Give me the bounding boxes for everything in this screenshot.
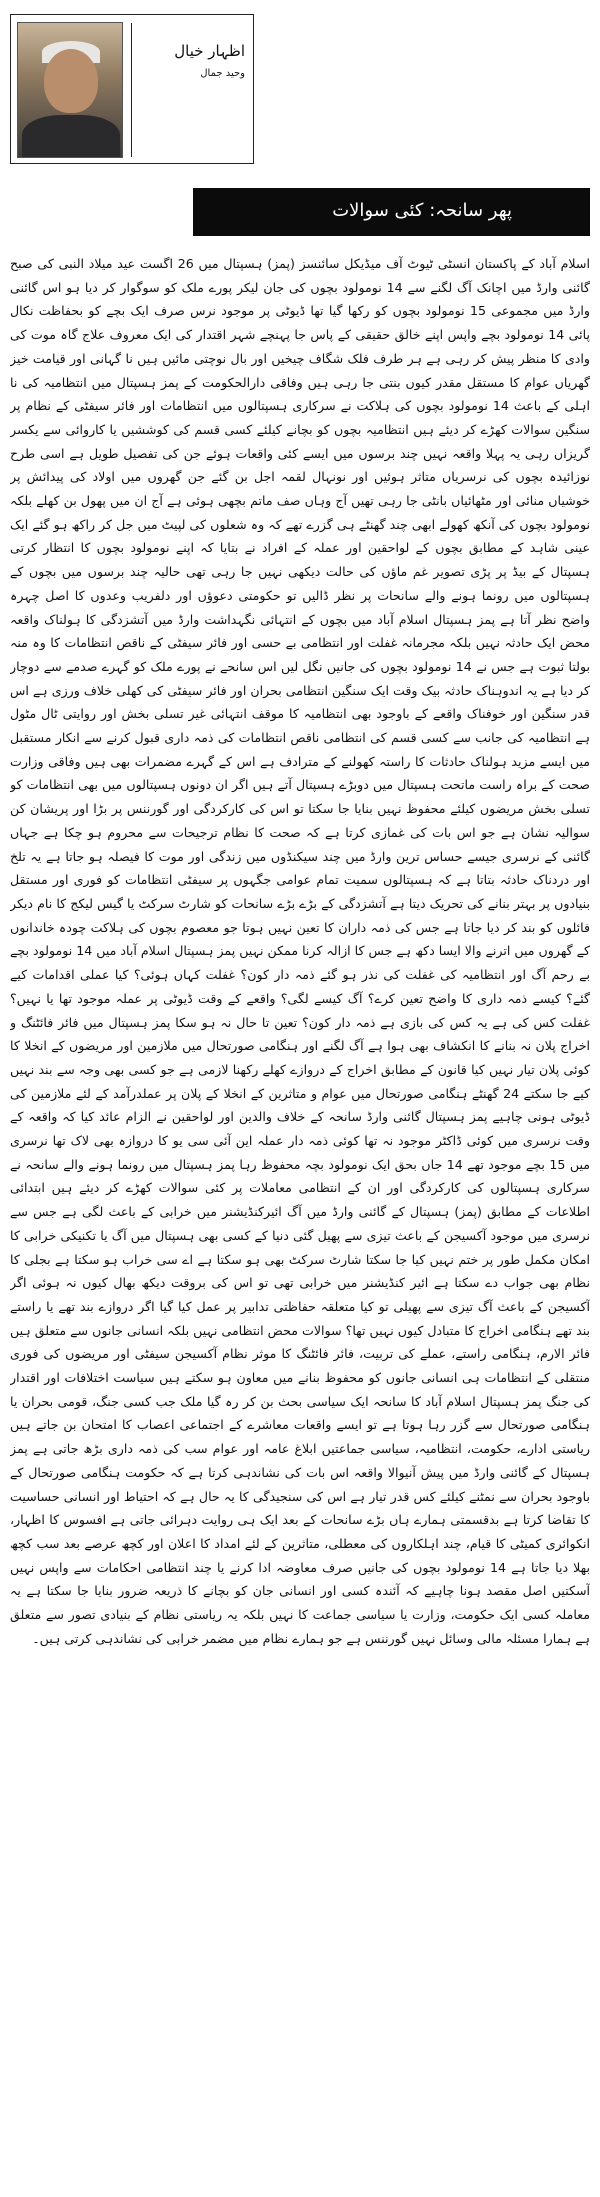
article-body <box>10 252 590 2182</box>
header-divider <box>131 23 132 157</box>
author-name: وحید جمال <box>200 68 245 79</box>
column-header <box>10 14 254 164</box>
article-text: اسلام آباد کے پاکستان انسٹی ٹیوٹ آف میڈیکل سائنسز (پمز) ہسپتال میں 26 اگست عید میلاد النبی کی صبح گائنی وارڈ میں اچانک آگ لگنے سے 14 نومولود بچوں کی جان لیکر پورے ملک کو سوگوار کر دیا ہو اس گائنی وارڈ میں مجموعی 15 نومولود بچوں کو رکھا گیا تھا ڈیوٹی پر موجود نرس صرف ایک بچے کو بحفاظت نکال پائی 14 نومولود بچے واپس اپنے خالق حقیقی کے پاس جا پہنچے شہر اقتدار کی ایک معروف علاج گاہ موت کی وادی کا منظر پیش کر رہی ہے ہر طرف فلک شگاف چیخیں اور بال نوچتی مائیں ہیں نا گہانی اور قیامت خیز گھریاں عوام کا مستقل مقدر کیوں بنتی جا رہی ہیں وفاقی دارالحکومت کے پمز ہسپتال میں انتظامیہ کی نا اہلی کے باعث 14 نومولود بچوں کی ہلاکت نے سرکاری ہسپتالوں میں انتظامات اور فائر سیفٹی کے نظام پر سنگین سوالات کھڑے کر دیئے ہیں انتظامیہ بچوں کو بچانے کیلئے کسی قسم کی کوششیں یا کاروائی سے یکسر گریزاں رہی یہ پہلا واقعہ نہیں چند برسوں میں ایسے کئی واقعات ہوئے جن کی تفصیل طویل ہے اسی طرح نوزائیدہ بچوں کی نرسریاں متاثر ہوئیں اور نونہال لقمہ اجل بن گئے جن گھروں میں اولاد کی پیدائش پر خوشیاں منائی اور مٹھائیاں بانٹی جا رہی تھیں آج وہاں صف ماتم بچھی ہوئی ہے آج ان میں پھول بن کھلے بلکہ نومولود بچوں کی آنکھ کھولے ابھی چند گھنٹے ہی گزرے تھے کہ وہ شعلوں کی لپیٹ میں جل کر راکھ ہو گئے ایک عینی شاہد کے مطابق بچوں کے لواحقین اور عملہ کے افراد نے بتایا کہ اپنے نومولود بچوں کا انتظار کرتی ہسپتال کے بیڈ پر پڑی تصویر غم ماؤں کی حالت دیکھی نہیں جا رہی تھی حالیہ چند برسوں میں بچوں کے ہسپتالوں میں رونما ہونے والے سانحات پر نظر ڈالیں تو حکومتی دعوؤں اور دلفریب وعدوں کا اصل چہرہ واضح نظر آتا ہے پمز ہسپتال اسلام آباد میں بچوں کے انتہائی نگہداشت وارڈ میں آتشزدگی کا ہولناک واقعہ محض ایک حادثہ نہیں بلکہ مجرمانہ غفلت اور انتظامی بے حسی اور فائر سیفٹی کے ناقص انتظامات کا وہ منہ بولتا ثبوت ہے جس نے 14 نومولود بچوں کی جانیں نگل لیں اس سانحے نے پورے ملک کو گہرے صدمے سے دوچار کر دیا ہے یہ اندوہناک حادثہ بیک وقت ایک سنگین انتظامی بحران اور فائر سیفٹی کی کھلی خلاف ورزی ہے اس قدر سنگین اور خوفناک واقعے کے باوجود بھی انتظامیہ کا موقف انتہائی غیر تسلی بخش اور روایتی ٹال مٹول ہے انتظامیہ کی جانب سے کسی قسم کی انتظامی ناقص انتظامات کی ذمہ داری قبول کرنے سے انکار مستقبل میں ایسے مزید ہولناک حادثات کا راستہ کھولنے کے مترادف ہے اس کے گہرے مضمرات بھی ہیں وفاقی وزارت صحت کے براہ راست ماتحت ہسپتال میں دوبڑے ہسپتال آتے ہیں اگر ان دونوں ہسپتالوں میں بھی انتظامات کو تسلی بخش مریضوں کیلئے محفوظ نہیں بنایا جا سکتا تو اس کی کارکردگی اور گورننس پر بڑا اور پریشان کن سوالیہ نشان ہے جو اس بات کی غمازی کرتا ہے کہ صحت کا نظام ترجیحات سے محروم ہو چکا ہے جہاں گائنی کے نرسری جیسے حساس ترین وارڈ میں چند سیکنڈوں میں زندگی اور موت کا فیصلہ ہو جاتا ہے یہ تلخ اور دردناک حادثہ بتاتا ہے کہ ہسپتالوں سمیت تمام عوامی جگہوں پر سیفٹی انتظامات کو فوری اور مستقل بنیادوں پر بہتر بنانے کی تحریک دیتا ہے آتشزدگی کے بڑے بڑے سانحات کو شارٹ سرکٹ یا گیس لیکج کا نام دیکر فائلوں کو بند کر دیا جاتا ہے جس کی ذمہ داران کا تعین نہیں ہوتا جو معصوم بچوں کی ہلاکت چودہ خاندانوں کے گھروں میں اترنے والا ایسا دکھ ہے جس کا ازالہ کرنا ممکن نہیں پمز ہسپتال اسلام آباد میں 14 نومولود بچے بے رحم آگ اور انتظامیہ کی غفلت کی نذر ہو گئے ذمہ دار کون؟ غفلت کہاں ہوئی؟ کیا عملی اقدامات کیے گئے؟ کیسے ذمہ داری کا واضح تعین کرے؟ آگ کیسے لگی؟ واقعے کے وقت ڈیوٹی پر عملہ موجود تھا یا نہیں؟ غفلت کس کی ہے یہ کس کی بازی ہے ذمہ دار کون؟ تعین تا حال نہ ہو سکا پمز ہسپتال میں فائر فائٹنگ و اخراج پلان نہ بنانے کا انکشاف بھی ہوا ہے آگ لگنے اور ہنگامی صورتحال میں ملازمین اور مریضوں کے انخلا کا کوئی پلان تیار نہیں کیا قانون کے مطابق اخراج کے دروازے کھلے رکھنا لازمی ہے جو کسی بھی وجہ سے بند نہیں کیے جا سکتے 24 گھنٹے ہنگامی صورتحال میں عوام و متاثرین کے انخلا کے پلان پر عملدرآمد کے لئے ملازمین کی ڈیوٹی ہونی چاہیے پمز ہسپتال گائنی وارڈ سانحہ کے خلاف والدین اور لواحقین نے الزام عائد کیا کہ واقعہ کے وقت نرسری میں کوئی ڈاکٹر موجود نہ تھا کوئی ذمہ دار عملہ این آئی سی یو کا دروازہ بھی لاک تھا نرسری میں 15 بچے موجود تھے 14 جاں بحق ایک نومولود بچہ محفوظ رہا پمز ہسپتال میں رونما ہونے والے سانحہ نے سرکاری ہسپتالوں کی کارکردگی اور ان کے انتظامی معاملات پر کئی سوالات کھڑے کر دیئے ہیں ابتدائی اطلاعات کے مطابق (پمز) ہسپتال کے گائنی وارڈ میں آگ ائیرکنڈیشنر میں خرابی کے باعث لگی ہے جس سے نرسری میں موجود آکسیجن کے باعث تیزی سے پھیل گئی دنیا کے کسی بھی ہسپتال میں آگ یا تکنیکی خرابی کا امکان مکمل طور پر ختم نہیں کیا جا سکتا شارٹ سرکٹ بھی ہو سکتا ہے اے سی خراب ہو سکتا ہے بجلی کا نظام بھی جواب دے سکتا ہے ائیر کنڈیشنر میں خرابی تھی تو اس کی بروقت دیکھ بھال کیوں نہ ہوئی اگر آکسیجن کے باعث آگ تیزی سے پھیلی تو کیا متعلقہ حفاظتی تدابیر پر عمل کیا گیا اگر دروازے بند تھے یا راستے بند تھے ہنگامی اخراج کا متبادل کیوں نہیں تھا؟ سوالات محض انتظامی نہیں بلکہ انسانی جانوں سے متعلق ہیں فائر الارم، ہنگامی راستے، عملے کی تربیت، فائر فائٹنگ کا موثر نظام آکسیجن سیفٹی اور مریضوں کی فوری منتقلی کے انتظامات ہی انسانی جانوں کو محفوظ بنانے میں معاون ہو سکتے ہیں سیاست اختلافات اور اقتدار کی جنگ پمز ہسپتال اسلام آباد کا سانحہ ایک سیاسی بحث بن کر رہ گیا ملک جب کسی جنگ، قومی بحران یا ہنگامی صورتحال سے گزر رہا ہوتا ہے تو ایسے واقعات معاشرے کے اجتماعی اعصاب کا امتحان بن جاتے ہیں ریاستی ادارے، حکومت، انتظامیہ، سیاسی جماعتیں ابلاغ عامہ اور عوام سب کی ذمہ داری بڑھ جاتی ہے پمز ہسپتال کے گائنی وارڈ میں پیش آنیوالا واقعہ اس بات کی نشاندہی کرتا ہے کہ حکومت ہنگامی صورتحال کے باوجود بحران سے نمٹنے کیلئے کس قدر تیار ہے اس کی سنجیدگی کا یہ حال ہے کہ احتیاط اور انسانی حساسیت کا تقاضا کرتا ہے بدقسمتی ہمارے ہاں بڑے سانحات کے بعد ایک ہی روایت دہرائی جاتی ہے افسوس کا اظہار، انکوائری کمیٹی کا قیام، چند اہلکاروں کی معطلی، متاثرین کے لئے امداد کا اعلان اور کچھ عرصے بعد سب کچھ بھلا دیا جاتا ہے 14 نومولود بچوں کی جانیں صرف معاوضہ ادا کرنے یا چند انتظامی احکامات سے واپس نہیں آسکتیں اصل مقصد ہونا چاہیے کہ آئندہ کسی اور انسانی جان کو بچانے کا ذریعہ ضرور بنایا جا سکتا ہے یہ معاملہ کسی ایک حکومت، وزارت یا سیاسی جماعت کا نہیں بلکہ یہ ریاستی نظام کے بنیادی تصور سے متعلق ہے ہمارا مسئلہ مالی وسائل نہیں گورننس ہے جو ہمارے نظام میں مضمر خرابی کی نشاندہی کرتی ہیں۔ <box>10 256 590 1646</box>
article-title-bar <box>193 188 590 236</box>
article-title: پھر سانحہ: کئی سوالات <box>332 200 512 221</box>
author-photo <box>17 22 123 158</box>
column-name: اظہار خیال <box>174 42 245 60</box>
